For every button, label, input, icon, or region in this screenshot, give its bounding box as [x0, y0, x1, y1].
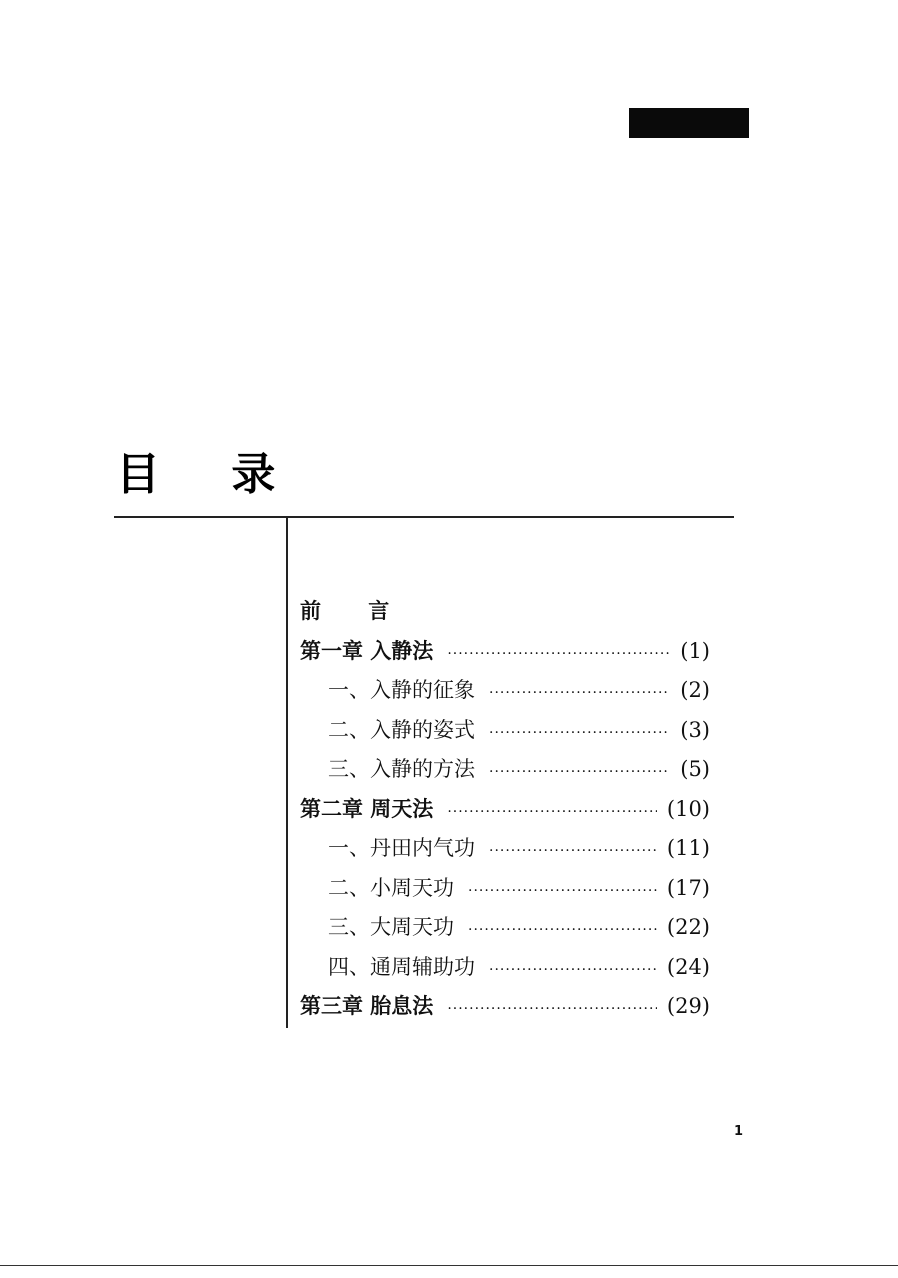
toc-entry-chapter-3[interactable] [300, 987, 710, 1027]
toc-dot-leader [489, 951, 657, 991]
toc-dot-leader [468, 911, 657, 951]
toc-entry-chapter-1[interactable] [300, 632, 710, 672]
toc-entry-section-2-3[interactable] [300, 908, 710, 948]
toc-entry-page: (17) [666, 875, 710, 900]
toc-entry-title: 一、入静的征象 [328, 678, 475, 702]
toc-entry-title: 第二章 周天法 [300, 796, 434, 821]
toc-dot-leader [447, 635, 670, 675]
page-title: 目 录 [116, 449, 304, 500]
table-of-contents [300, 592, 710, 1027]
toc-entry-title: 三、大周天功 [328, 915, 454, 939]
page-number: 1 [734, 1124, 744, 1139]
toc-entry-section-2-1[interactable] [300, 829, 710, 869]
toc-dot-leader [468, 872, 657, 912]
toc-entry-section-1-1[interactable] [300, 671, 710, 711]
toc-dot-leader [447, 793, 657, 833]
toc-entry-title: 三、入静的方法 [328, 757, 475, 781]
toc-entry-title: 第一章 入静法 [300, 638, 434, 663]
toc-entry-title: 四、通周辅助功 [328, 954, 475, 979]
toc-dot-leader [489, 714, 670, 754]
toc-entry-page: (24) [666, 954, 710, 979]
toc-entry-title: 二、入静的姿式 [328, 717, 475, 742]
bottom-rule [0, 1265, 898, 1266]
toc-dot-leader [489, 832, 657, 872]
toc-entry-chapter-2[interactable] [300, 790, 710, 830]
toc-dot-leader [447, 990, 657, 1030]
toc-entry-page: (3) [680, 717, 710, 742]
toc-entry-title: 第三章 胎息法 [300, 994, 434, 1018]
toc-entry-title: 前 言 [300, 599, 410, 623]
toc-entry-page: (22) [666, 915, 710, 939]
black-tab-marker [629, 108, 749, 138]
toc-entry-page: (5) [680, 757, 710, 781]
toc-entry-section-2-2[interactable] [300, 869, 710, 909]
toc-entry-section-2-4[interactable] [300, 948, 710, 988]
toc-entry-section-1-2[interactable] [300, 711, 710, 751]
toc-entry-page: (1) [680, 638, 710, 663]
toc-entry-page: (29) [666, 994, 710, 1018]
toc-entry-preface[interactable] [300, 592, 710, 632]
toc-entry-page: (10) [666, 796, 710, 821]
toc-entry-page: (11) [666, 836, 710, 860]
toc-dot-leader [489, 753, 670, 793]
toc-entry-section-1-3[interactable] [300, 750, 710, 790]
toc-dot-leader [489, 674, 670, 714]
title-rule [114, 516, 734, 518]
toc-entry-page: (2) [680, 678, 710, 702]
vertical-rule [286, 518, 288, 1028]
toc-entry-title: 二、小周天功 [328, 875, 454, 900]
toc-entry-title: 一、丹田内气功 [328, 836, 475, 860]
